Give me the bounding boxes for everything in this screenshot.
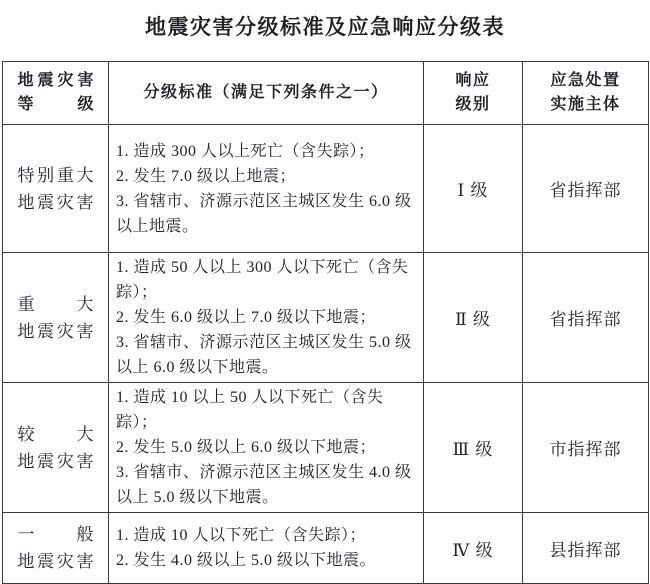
- response-level-cell: Ⅱ 级: [424, 253, 523, 383]
- header-criteria-label: 分级标准（满足下列条件之一）: [143, 84, 389, 101]
- authority-cell: 市指挥部: [523, 383, 649, 513]
- criteria-line: 1. 造成 10 人以下死亡（含失踪）；: [116, 527, 367, 544]
- authority-cell: 省指挥部: [523, 125, 649, 253]
- header-criteria-cell: [109, 62, 424, 125]
- criteria-line: 2. 发生 4.0 级以上 5.0 级以下地震。: [116, 552, 377, 569]
- criteria-line: 1. 造成 300 人以上死亡（含失踪）；: [116, 142, 375, 160]
- grade-line2: 地震灾害: [17, 451, 94, 471]
- grade-line1: 较大: [17, 424, 94, 444]
- criteria-line: 2. 发生 7.0 级以上地震；: [116, 167, 297, 185]
- grade-cell: [3, 125, 109, 253]
- table-header-row: [3, 62, 649, 125]
- header-grade-line1: 地震灾害: [17, 72, 94, 89]
- header-response-cell: [424, 62, 523, 125]
- header-authority-line1: 应急处置: [550, 72, 621, 89]
- response-level-cell: Ⅲ 级: [424, 383, 523, 513]
- criteria-line: 3. 省辖市、济源示范区主城区发生 4.0 级以上 5.0 级以下地震。: [116, 464, 412, 506]
- header-grade-line2: 等级: [17, 96, 94, 113]
- page-title: 地震灾害分级标准及应急响应分级表: [145, 16, 505, 39]
- response-level-cell: Ⅰ 级: [424, 125, 523, 253]
- header-response-line2: 级别: [455, 96, 491, 113]
- criteria-line: 2. 发生 6.0 级以上 7.0 级以下地震；: [116, 309, 377, 326]
- grade-cell: [3, 253, 109, 383]
- table-row-ordinary: [3, 513, 649, 584]
- header-authority-line2: 实施主体: [550, 96, 621, 113]
- grade-line1: 重大: [17, 294, 94, 314]
- table-row-extraordinary: [3, 125, 649, 253]
- criteria-cell: [109, 253, 424, 383]
- header-authority-cell: [523, 62, 649, 125]
- earthquake-grade-table: [2, 61, 649, 584]
- criteria-line: 2. 发生 5.0 级以上 6.0 级以下地震；: [116, 439, 377, 456]
- grade-line2: 地震灾害: [17, 192, 94, 212]
- grade-line2: 地震灾害: [17, 321, 94, 341]
- table-row-large: [3, 383, 649, 513]
- response-level-cell: Ⅳ 级: [424, 513, 523, 584]
- criteria-cell: [109, 125, 424, 253]
- authority-cell: 省指挥部: [523, 253, 649, 383]
- grade-line1: 特别重大: [17, 165, 94, 185]
- criteria-line: 1. 造成 10 以上 50 人以下死亡（含失踪）；: [116, 389, 384, 431]
- criteria-cell: [109, 383, 424, 513]
- header-grade-cell: [3, 62, 109, 125]
- criteria-line: 3. 省辖市、济源示范区主城区发生 5.0 级以上 6.0 级以下地震。: [116, 334, 412, 376]
- criteria-line: 3. 省辖市、济源示范区主城区发生 6.0 级以上地震。: [116, 192, 412, 235]
- table-row-major: [3, 253, 649, 383]
- grade-cell: [3, 513, 109, 584]
- grade-line1: 一般: [17, 525, 94, 544]
- grade-cell: [3, 383, 109, 513]
- grade-line2: 地震灾害: [17, 552, 94, 571]
- authority-cell: 县指挥部: [523, 513, 649, 584]
- criteria-line: 1. 造成 50 人以上 300 人以下死亡（含失踪）；: [116, 259, 409, 301]
- header-response-line1: 响应: [455, 72, 491, 89]
- criteria-cell: [109, 513, 424, 584]
